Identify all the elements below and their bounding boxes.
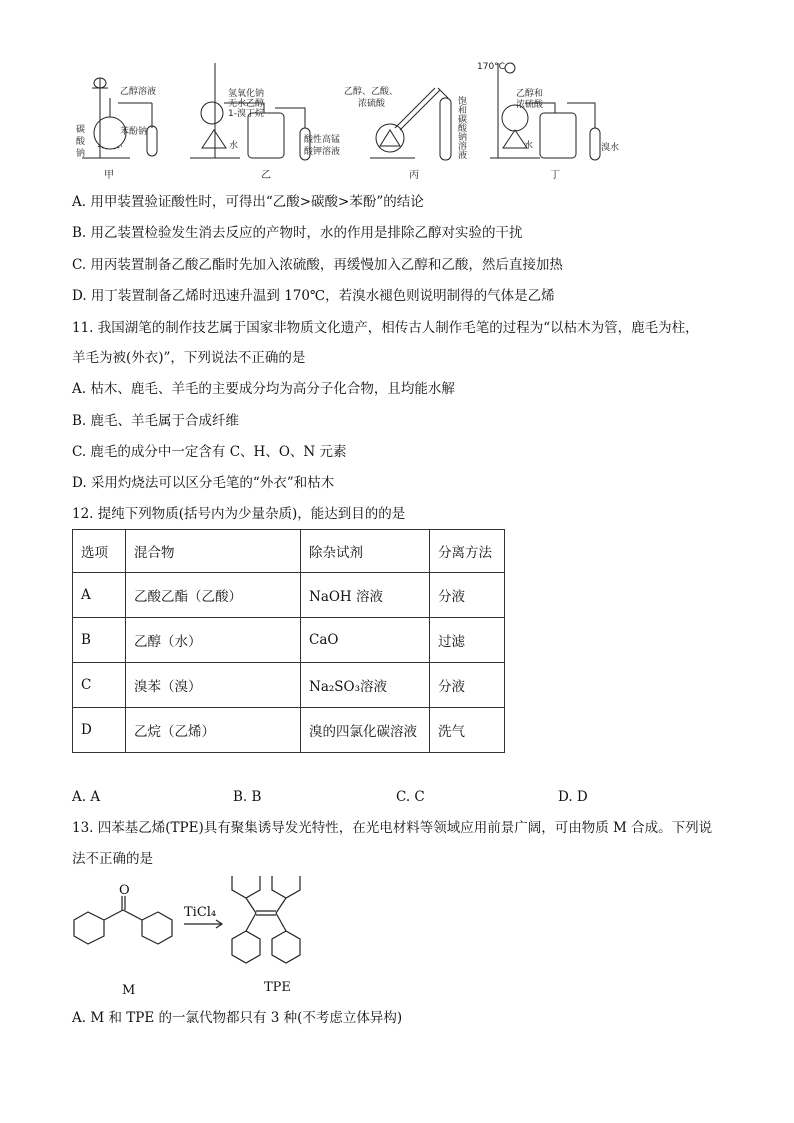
apparatus-name-ding: 丁 bbox=[550, 170, 560, 181]
table-cell: 乙烷（乙烯） bbox=[126, 708, 301, 753]
table-header: 分离方法 bbox=[430, 530, 505, 573]
table-cell: NaOH 溶液 bbox=[301, 573, 430, 618]
apparatus-name-yi: 乙 bbox=[261, 170, 271, 181]
table-cell: B bbox=[73, 618, 126, 663]
q11-stem-line2: 羊毛为被(外衣)”，下列说法不正确的是 bbox=[72, 350, 306, 366]
q13-stem-line2: 法不正确的是 bbox=[72, 851, 153, 867]
table-header: 除杂试剂 bbox=[301, 530, 430, 573]
table-cell: 过滤 bbox=[430, 618, 505, 663]
q10-option-c: C. 用丙装置制备乙酸乙酯时先加入浓硫酸，再缓慢加入乙醇和乙酸，然后直接加热 bbox=[72, 257, 563, 273]
q12-option-d: D. D bbox=[558, 789, 588, 805]
table-cell: 乙酸乙酯（乙酸） bbox=[126, 573, 301, 618]
yi-label-ethanol: 无水乙醇 bbox=[228, 99, 265, 109]
jia-label-carbon: 碳 bbox=[76, 125, 86, 135]
table-cell: A bbox=[73, 573, 126, 618]
q13-option-a: A. M 和 TPE 的一氯代物都只有 3 种(不考虑立体异构) bbox=[72, 1010, 403, 1026]
q12-option-c: C. C bbox=[396, 789, 425, 805]
ding-label-water: 水 bbox=[524, 141, 534, 151]
q11-option-b: B. 鹿毛、羊毛属于合成纤维 bbox=[72, 413, 240, 429]
q12-stem: 12. 提纯下列物质(括号内为少量杂质)，能达到目的的是 bbox=[72, 506, 406, 522]
reaction-scheme bbox=[66, 876, 336, 986]
table-cell: 溴苯（溴） bbox=[126, 663, 301, 708]
compound-tpe-label: TPE bbox=[264, 980, 291, 995]
table-cell: Na₂SO₃溶液 bbox=[301, 663, 430, 708]
table-row bbox=[73, 573, 505, 618]
apparatus-figure bbox=[70, 58, 630, 178]
jia-label-sodium: 钠 bbox=[76, 149, 86, 159]
bing-label-reactants: 乙醇、乙酸、 bbox=[344, 87, 399, 97]
table-cell: 乙醇（水） bbox=[126, 618, 301, 663]
compound-m-label: M bbox=[122, 983, 136, 998]
yi-label-kmno4-2: 酸钾溶液 bbox=[304, 147, 341, 157]
table-cell: 分液 bbox=[430, 663, 505, 708]
table-cell: CaO bbox=[301, 618, 430, 663]
yi-label-bromobutane: 1-溴丁烷 bbox=[228, 109, 264, 119]
q11-stem-line1: 11. 我国湖笔的制作技艺属于国家非物质文化遗产，相传古人制作毛笔的过程为“以枯木为管，鹿毛为柱， bbox=[72, 320, 699, 336]
apparatus-name-bing: 丙 bbox=[409, 170, 419, 181]
yi-label-water: 水 bbox=[229, 141, 239, 151]
apparatus-name-jia: 甲 bbox=[104, 170, 114, 181]
yi-label-naoh: 氢氧化钠 bbox=[228, 89, 265, 99]
yi-label-kmno4-1: 酸性高锰 bbox=[304, 135, 341, 145]
table-cell: 洗气 bbox=[430, 708, 505, 753]
table-header: 选项 bbox=[73, 530, 126, 573]
q13-stem-line1: 13. 四苯基乙烯(TPE)具有聚集诱导发光特性，在光电材料等领域应用前景广阔，可由物质 M 合成。下列说 bbox=[72, 820, 713, 836]
table-header-row bbox=[73, 530, 505, 573]
table-cell: C bbox=[73, 663, 126, 708]
table-row bbox=[73, 663, 505, 708]
ding-label-h2so4: 浓硫酸 bbox=[516, 100, 544, 110]
bing-label-h2so4: 浓硫酸 bbox=[358, 99, 386, 109]
q12-option-b: B. B bbox=[233, 789, 262, 805]
table-row bbox=[73, 618, 505, 663]
purification-table bbox=[72, 529, 505, 753]
table-cell: 溴的四氯化碳溶液 bbox=[301, 708, 430, 753]
ding-label-bromine-water: 溴水 bbox=[601, 143, 620, 153]
table-header: 混合物 bbox=[126, 530, 301, 573]
oxygen-label: O bbox=[119, 883, 130, 898]
bing-label-na2co3: 饱和碳酸钠溶液 bbox=[456, 96, 466, 159]
jia-label-acid: 酸 bbox=[76, 137, 86, 147]
jia-label-phenoxide: 苯酚钠 bbox=[120, 127, 148, 137]
table-cell: 分液 bbox=[430, 573, 505, 618]
q11-option-c: C. 鹿毛的成分中一定含有 C、H、O、N 元素 bbox=[72, 444, 347, 460]
table-row bbox=[73, 708, 505, 753]
ding-label-ethanol: 乙醇和 bbox=[516, 89, 544, 99]
table-cell: D bbox=[73, 708, 126, 753]
reagent-label: TiCl₄ bbox=[184, 905, 217, 920]
jia-label-ethanol: 乙醇溶液 bbox=[120, 87, 157, 97]
q10-option-d: D. 用丁装置制备乙烯时迅速升温到 170℃，若溴水褪色则说明制得的气体是乙烯 bbox=[72, 288, 555, 304]
q11-option-a: A. 枯木、鹿毛、羊毛的主要成分均为高分子化合物，且均能水解 bbox=[72, 381, 455, 397]
ding-label-temp: 170°C bbox=[477, 62, 505, 72]
q12-option-a: A. A bbox=[72, 789, 101, 805]
q10-option-a: A. 用甲装置验证酸性时，可得出“乙酸>碳酸>苯酚”的结论 bbox=[72, 194, 424, 210]
q10-option-b: B. 用乙装置检验发生消去反应的产物时，水的作用是排除乙醇对实验的干扰 bbox=[72, 225, 523, 241]
q11-option-d: D. 采用灼烧法可以区分毛笔的“外衣”和枯木 bbox=[72, 475, 335, 491]
